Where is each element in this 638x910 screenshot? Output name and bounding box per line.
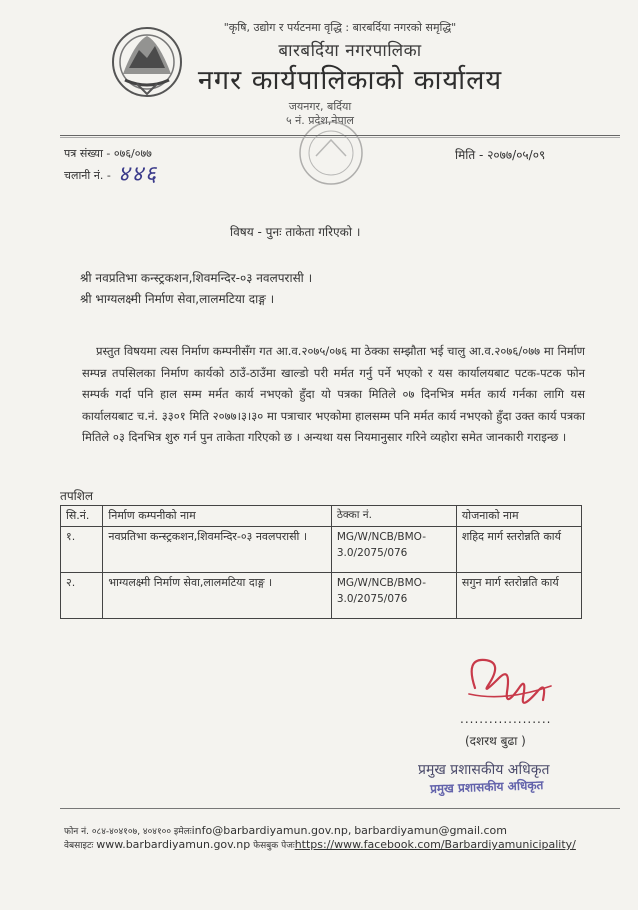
footer-email-label: इमेलः xyxy=(173,827,192,837)
details-table xyxy=(60,505,582,619)
header-divider-secondary xyxy=(60,137,620,138)
footer-web-line xyxy=(64,838,576,851)
dispatch-number: ४४६ xyxy=(118,162,159,187)
footer-fb-label: फेसबुक पेजः xyxy=(253,841,295,851)
header-company: निर्माण कम्पनीको नाम xyxy=(103,506,331,527)
signature-icon xyxy=(455,648,565,714)
details-label: तपशिल xyxy=(60,489,94,503)
address-line-2: ५ नं. प्रदेश,नेपाल xyxy=(285,114,355,127)
cell-contract: MG/W/NCB/BMO-3.0/2075/076 xyxy=(331,527,456,573)
letter-body: प्रस्तुत विषयमा त्यस निर्माण कम्पनीसँग गत आ.व.२०७५/०७६ मा ठेक्का सम्झौता भई चालु आ.व.२०७६/०७७ मा निर्माण सम्पन्न तपसिलका निर्माण कार्यको ठाउँ-ठाउँमा खाल्डो परी मर्मत गर्नु पर्ने भएको र यस कार्यालयबाट पटक-पटक फोन सम्पर्क गर्दा पनि हाल सम्म मर्मत कार्य नभएको हुँदा यो पत्रका मितिले ०७ दिनभित्र मर्मत कार्य गर्नका लागि यस कार्यालयबाट च.नं. ३३०१ मिति २०७७।३।३० मा पत्राचार भएकोमा हालसम्म पनि मर्मत कार्य नभएको हुँदा उक्त कार्य पत्रका मितिले ०३ दिनभित्र शुरु गर्न पुन ताकेता गरिएको छ । अन्यथा यस नियमानुसार गरिने व्यहोरा समेत जानकारी गराइन्छ । xyxy=(82,344,585,444)
signer-name: (दशरथ बुढा ) xyxy=(465,734,526,748)
header-contract: ठेक्का नं. xyxy=(331,506,456,527)
cell-serial: २. xyxy=(61,573,103,619)
dispatch-label: चलानी नं. - xyxy=(64,169,111,182)
table-row xyxy=(61,527,582,573)
designation-stamp: प्रमुख प्रशासकीय अधिकृत xyxy=(429,778,544,796)
office-name: नगर कार्यपालिकाको कार्यालय xyxy=(197,65,503,96)
cell-project: शहिद मार्ग स्तरोन्नति कार्य xyxy=(456,527,581,573)
footer-website[interactable]: www.barbardiyamun.gov.np xyxy=(96,838,251,851)
table-header-row xyxy=(61,506,582,527)
footer-web-label: वेबसाइटः xyxy=(64,841,94,851)
letter-subject: विषय - पुनः ताकेता गरिएको । xyxy=(230,225,361,239)
municipality-name: बारबर्दिया नगरपालिका xyxy=(278,41,422,61)
footer-facebook-link[interactable]: https://www.facebook.com/Barbardiyamunicipality/ xyxy=(294,838,576,851)
letterhead-motto: "कृषि, उद्योग र पर्यटनमा वृद्धि : बारबर्दिया नगरको समृद्धि" xyxy=(223,21,457,34)
signature-line: ................... xyxy=(460,712,552,726)
cell-contract: MG/W/NCB/BMO-3.0/2075/076 xyxy=(331,573,456,619)
address-line-1: जयनगर, बर्दिया xyxy=(288,100,352,113)
footer-email-2[interactable]: barbardiyamun@gmail.com xyxy=(354,824,507,837)
letter-date: मिति - २०७७/०५/०९ xyxy=(455,148,546,162)
cell-company: नवप्रतिभा कन्स्ट्रकशन,शिवमन्दिर-०३ नवलपरासी । xyxy=(103,527,331,573)
footer-divider xyxy=(60,808,620,809)
nepal-emblem-icon xyxy=(107,22,187,102)
cell-serial: १. xyxy=(61,527,103,573)
cell-project: सगुन मार्ग स्तरोन्नति कार्य xyxy=(456,573,581,619)
letter-number: पत्र संख्या - ०७६/०७७ xyxy=(64,147,152,160)
recipient-1: श्री नवप्रतिभा कन्स्ट्रकशन,शिवमन्दिर-०३ नवलपरासी । xyxy=(80,271,313,285)
header-serial: सि.नं. xyxy=(61,506,103,527)
signer-designation: प्रमुख प्रशासकीय अधिकृत xyxy=(418,762,550,778)
footer-phone: फोन नं. ०८४-४०४१०७, ४०४१०० xyxy=(64,827,172,837)
header-divider xyxy=(60,135,620,136)
cell-company: भाग्यलक्ष्मी निर्माण सेवा,लालमटिया दाङ्ग । xyxy=(103,573,331,619)
header-project: योजनाको नाम xyxy=(456,506,581,527)
recipient-2: श्री भाग्यलक्ष्मी निर्माण सेवा,लालमटिया दाङ्ग । xyxy=(80,292,275,306)
office-seal-icon xyxy=(296,118,366,188)
footer-email-1[interactable]: info@barbardiyamun.gov.np, xyxy=(191,824,352,837)
table-row xyxy=(61,573,582,619)
footer-contact-line xyxy=(64,824,507,837)
